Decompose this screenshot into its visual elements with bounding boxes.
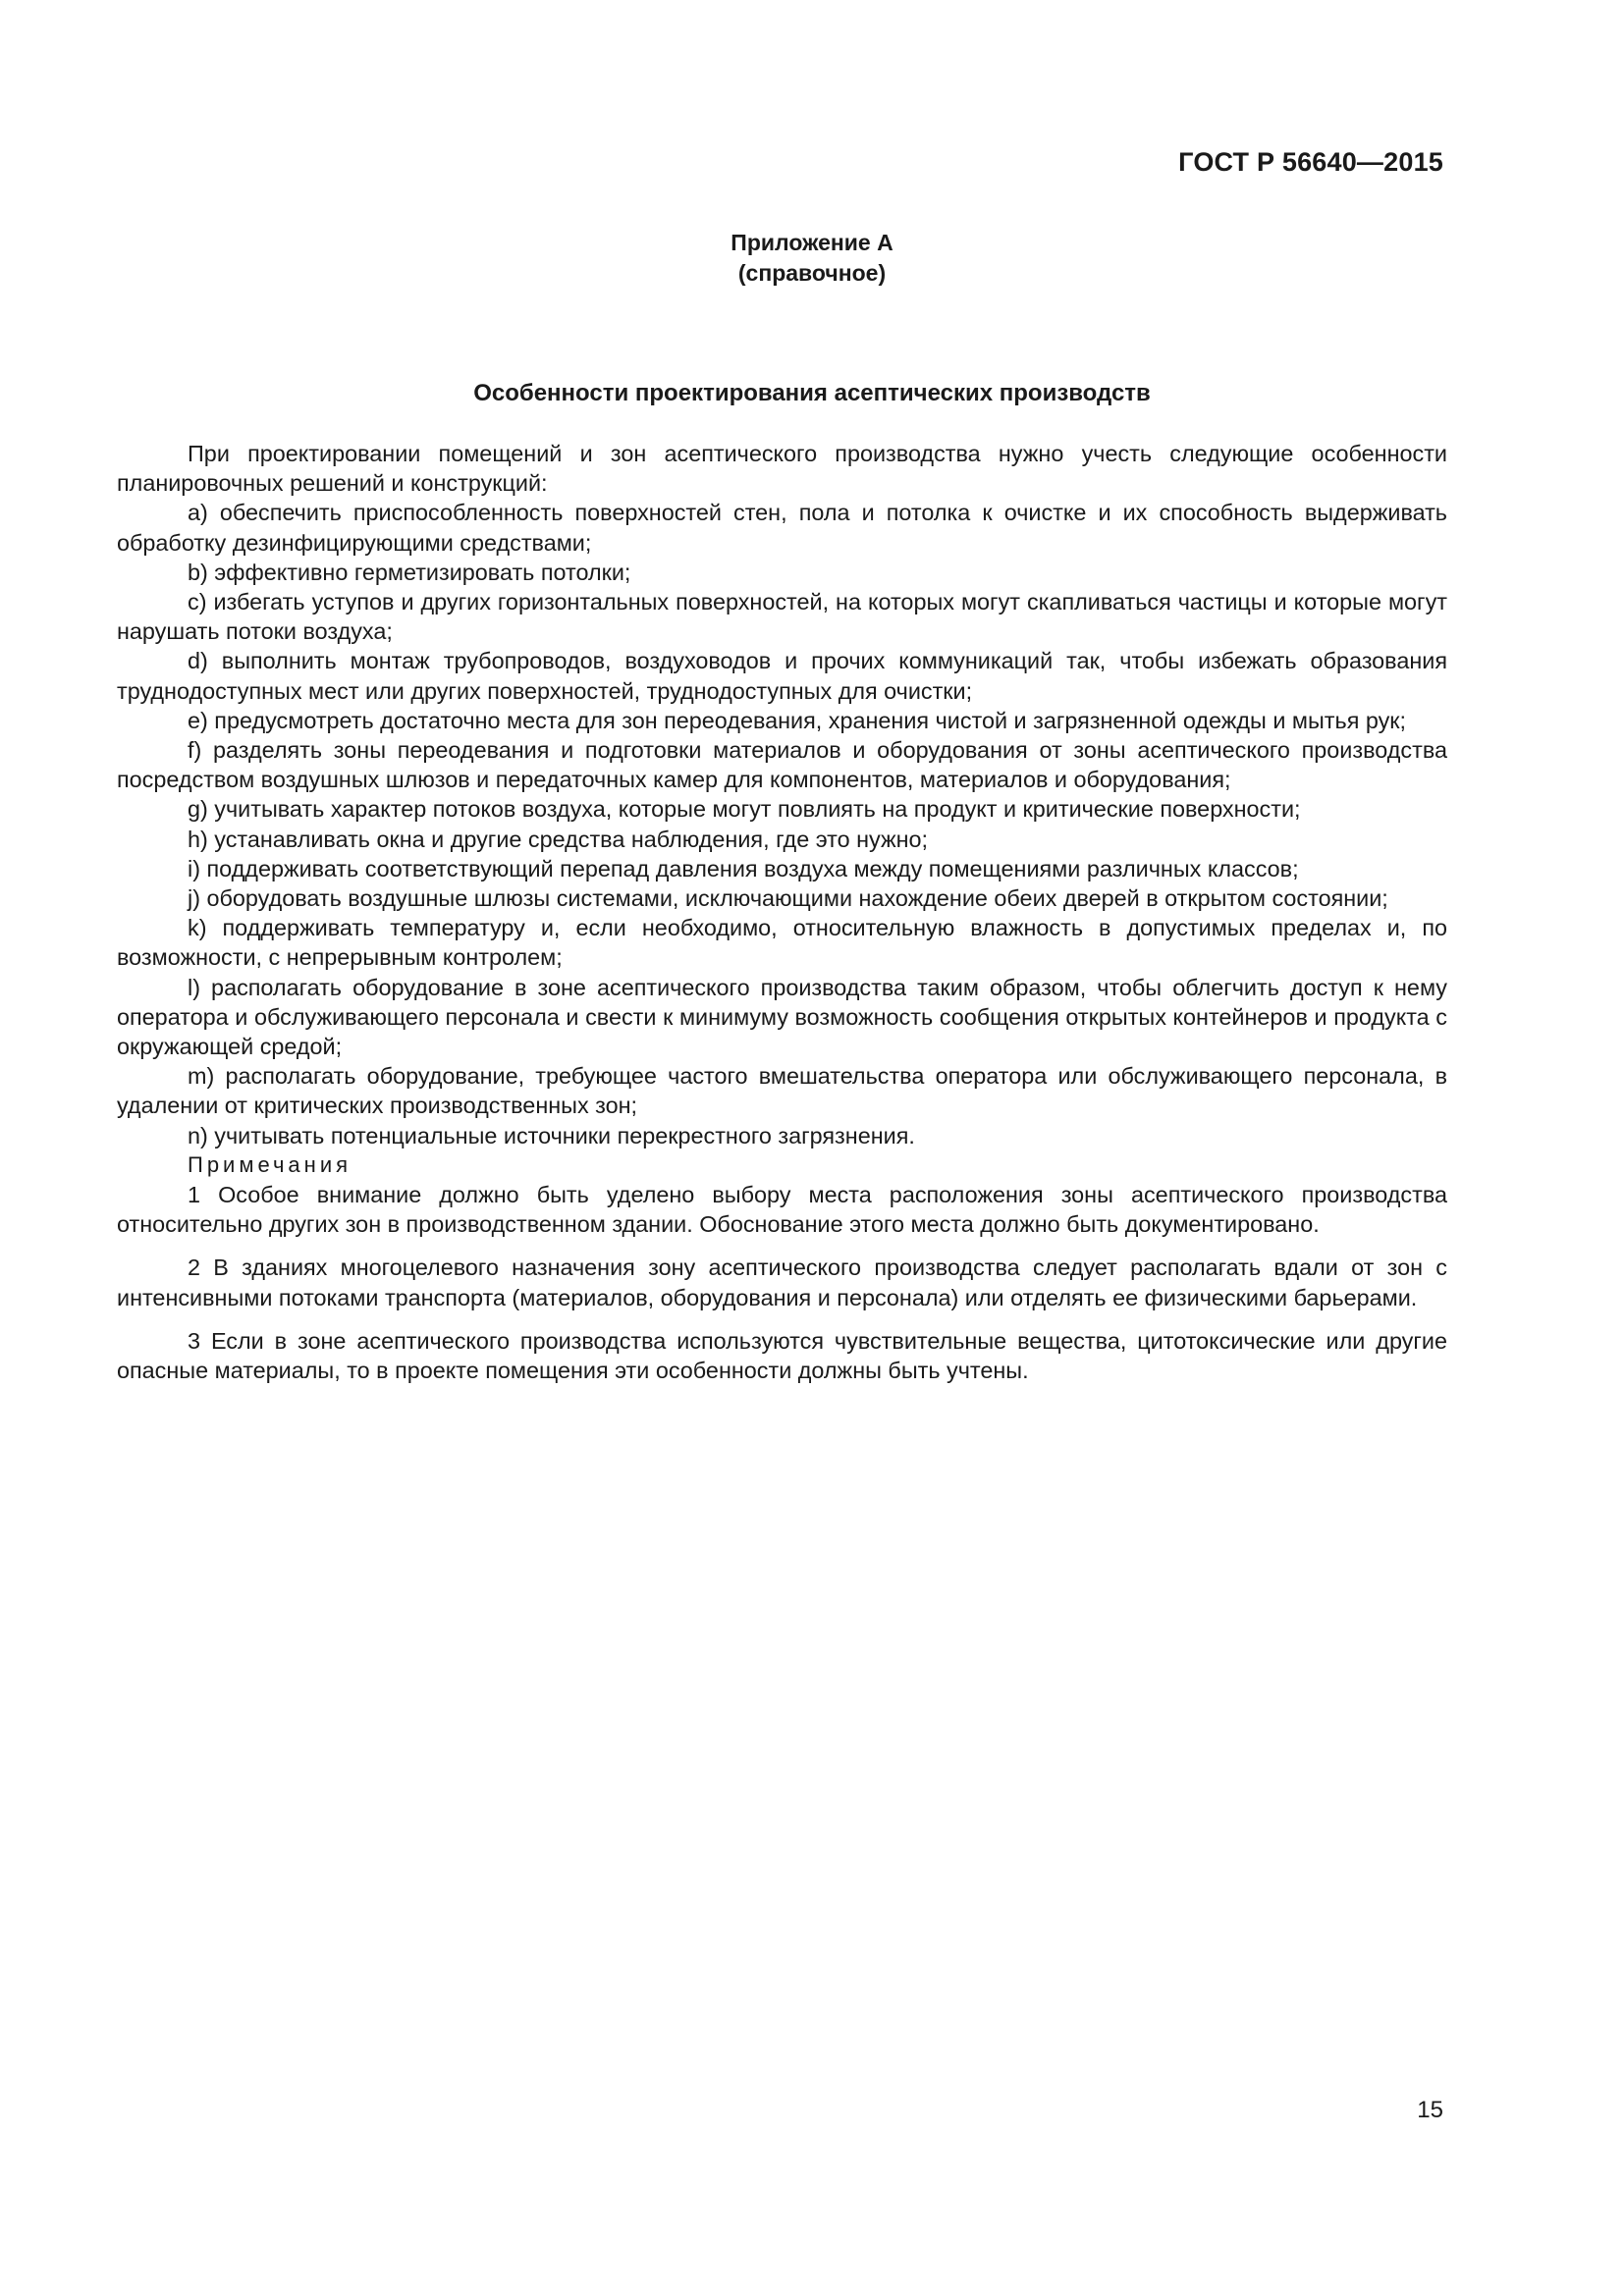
note-1: 1 Особое внимание должно быть уделено выбору места расположения зоны асептического производства относительно других зон в производственном здании. Обоснование этого места должно быть документировано.	[117, 1182, 1447, 1238]
list-item-e: e) предусмотреть достаточно места для зон переодевания, хранения чистой и загрязненной одежды и мытья рук;	[188, 707, 1407, 733]
section-heading: Особенности проектирования асептических производств	[473, 380, 1151, 406]
list-item-k: k) поддерживать температуру и, если необходимо, относительную влажность в допустимых пределах и, по возможности, с непрерывным контролем;	[117, 915, 1447, 971]
list-item-g: g) учитывать характер потоков воздуха, которые могут повлиять на продукт и критические поверхности;	[188, 796, 1301, 823]
list-item-f: f) разделять зоны переодевания и подготовки материалов и оборудования от зоны асептического производства посредством воздушных шлюзов и передаточных камер для компонентов, материалов и оборудования;	[117, 737, 1447, 793]
list-item-b: b) эффективно герметизировать потолки;	[188, 559, 631, 585]
annex-title-block	[0, 228, 1624, 289]
document-code: ГОСТ Р 56640—2015	[1178, 147, 1443, 177]
list-item-h: h) устанавливать окна и другие средства наблюдения, где это нужно;	[188, 826, 929, 852]
list-item-l: l) располагать оборудование в зоне асептического производства таким образом, чтобы облегчить доступ к нему оператора и обслуживающего персонала и свести к минимуму возможность сообщения открытых контейнеров и продукта с окружающей средой;	[117, 974, 1447, 1060]
list-item-n: n) учитывать потенциальные источники перекрестного загрязнения.	[188, 1122, 915, 1148]
list-item-j: j) оборудовать воздушные шлюзы системами, исключающими нахождение обеих дверей в открытом состоянии;	[188, 885, 1388, 912]
page-number: 15	[1417, 2097, 1443, 2123]
list-item-m: m) располагать оборудование, требующее частого вмешательства оператора или обслуживающего персонала, в удалении от критических производственных зон;	[117, 1063, 1447, 1119]
list-item-d: d) выполнить монтаж трубопроводов, воздуховодов и прочих коммуникаций так, чтобы избежать образования труднодоступных мест или других поверхностей, труднодоступных для очистки;	[117, 648, 1447, 704]
notes-title: Примечания	[188, 1151, 352, 1177]
note-2: 2 В зданиях многоцелевого назначения зону асептического производства следует располагать вдали от зон с интенсивными потоками транспорта (материалов, оборудования и персонала) или отделять ее физическими барьерами.	[117, 1255, 1447, 1310]
intro-paragraph: При проектировании помещений и зон асептического производства нужно учесть следующие особенности планировочных решений и конструкций:	[117, 441, 1447, 497]
list-item-i: i) поддерживать соответствующий перепад давления воздуха между помещениями различных классов;	[188, 855, 1299, 881]
list-item-c: c) избегать уступов и других горизонтальных поверхностей, на которых могут скапливаться частицы и которые могут нарушать потоки воздуха;	[117, 589, 1447, 645]
note-3: 3 Если в зоне асептического производства используются чувствительные вещества, цитотоксические или другие опасные материалы, то в проекте помещения эти особенности должны быть учтены.	[117, 1327, 1447, 1384]
annex-title: Приложение А	[731, 230, 893, 255]
annex-subtitle: (справочное)	[737, 260, 887, 286]
list-item-a: a) обеспечить приспособленность поверхностей стен, пола и потолка к очистке и их способность выдерживать обработку дезинфицирующими средствами;	[117, 500, 1447, 556]
body-text	[117, 439, 1447, 1385]
